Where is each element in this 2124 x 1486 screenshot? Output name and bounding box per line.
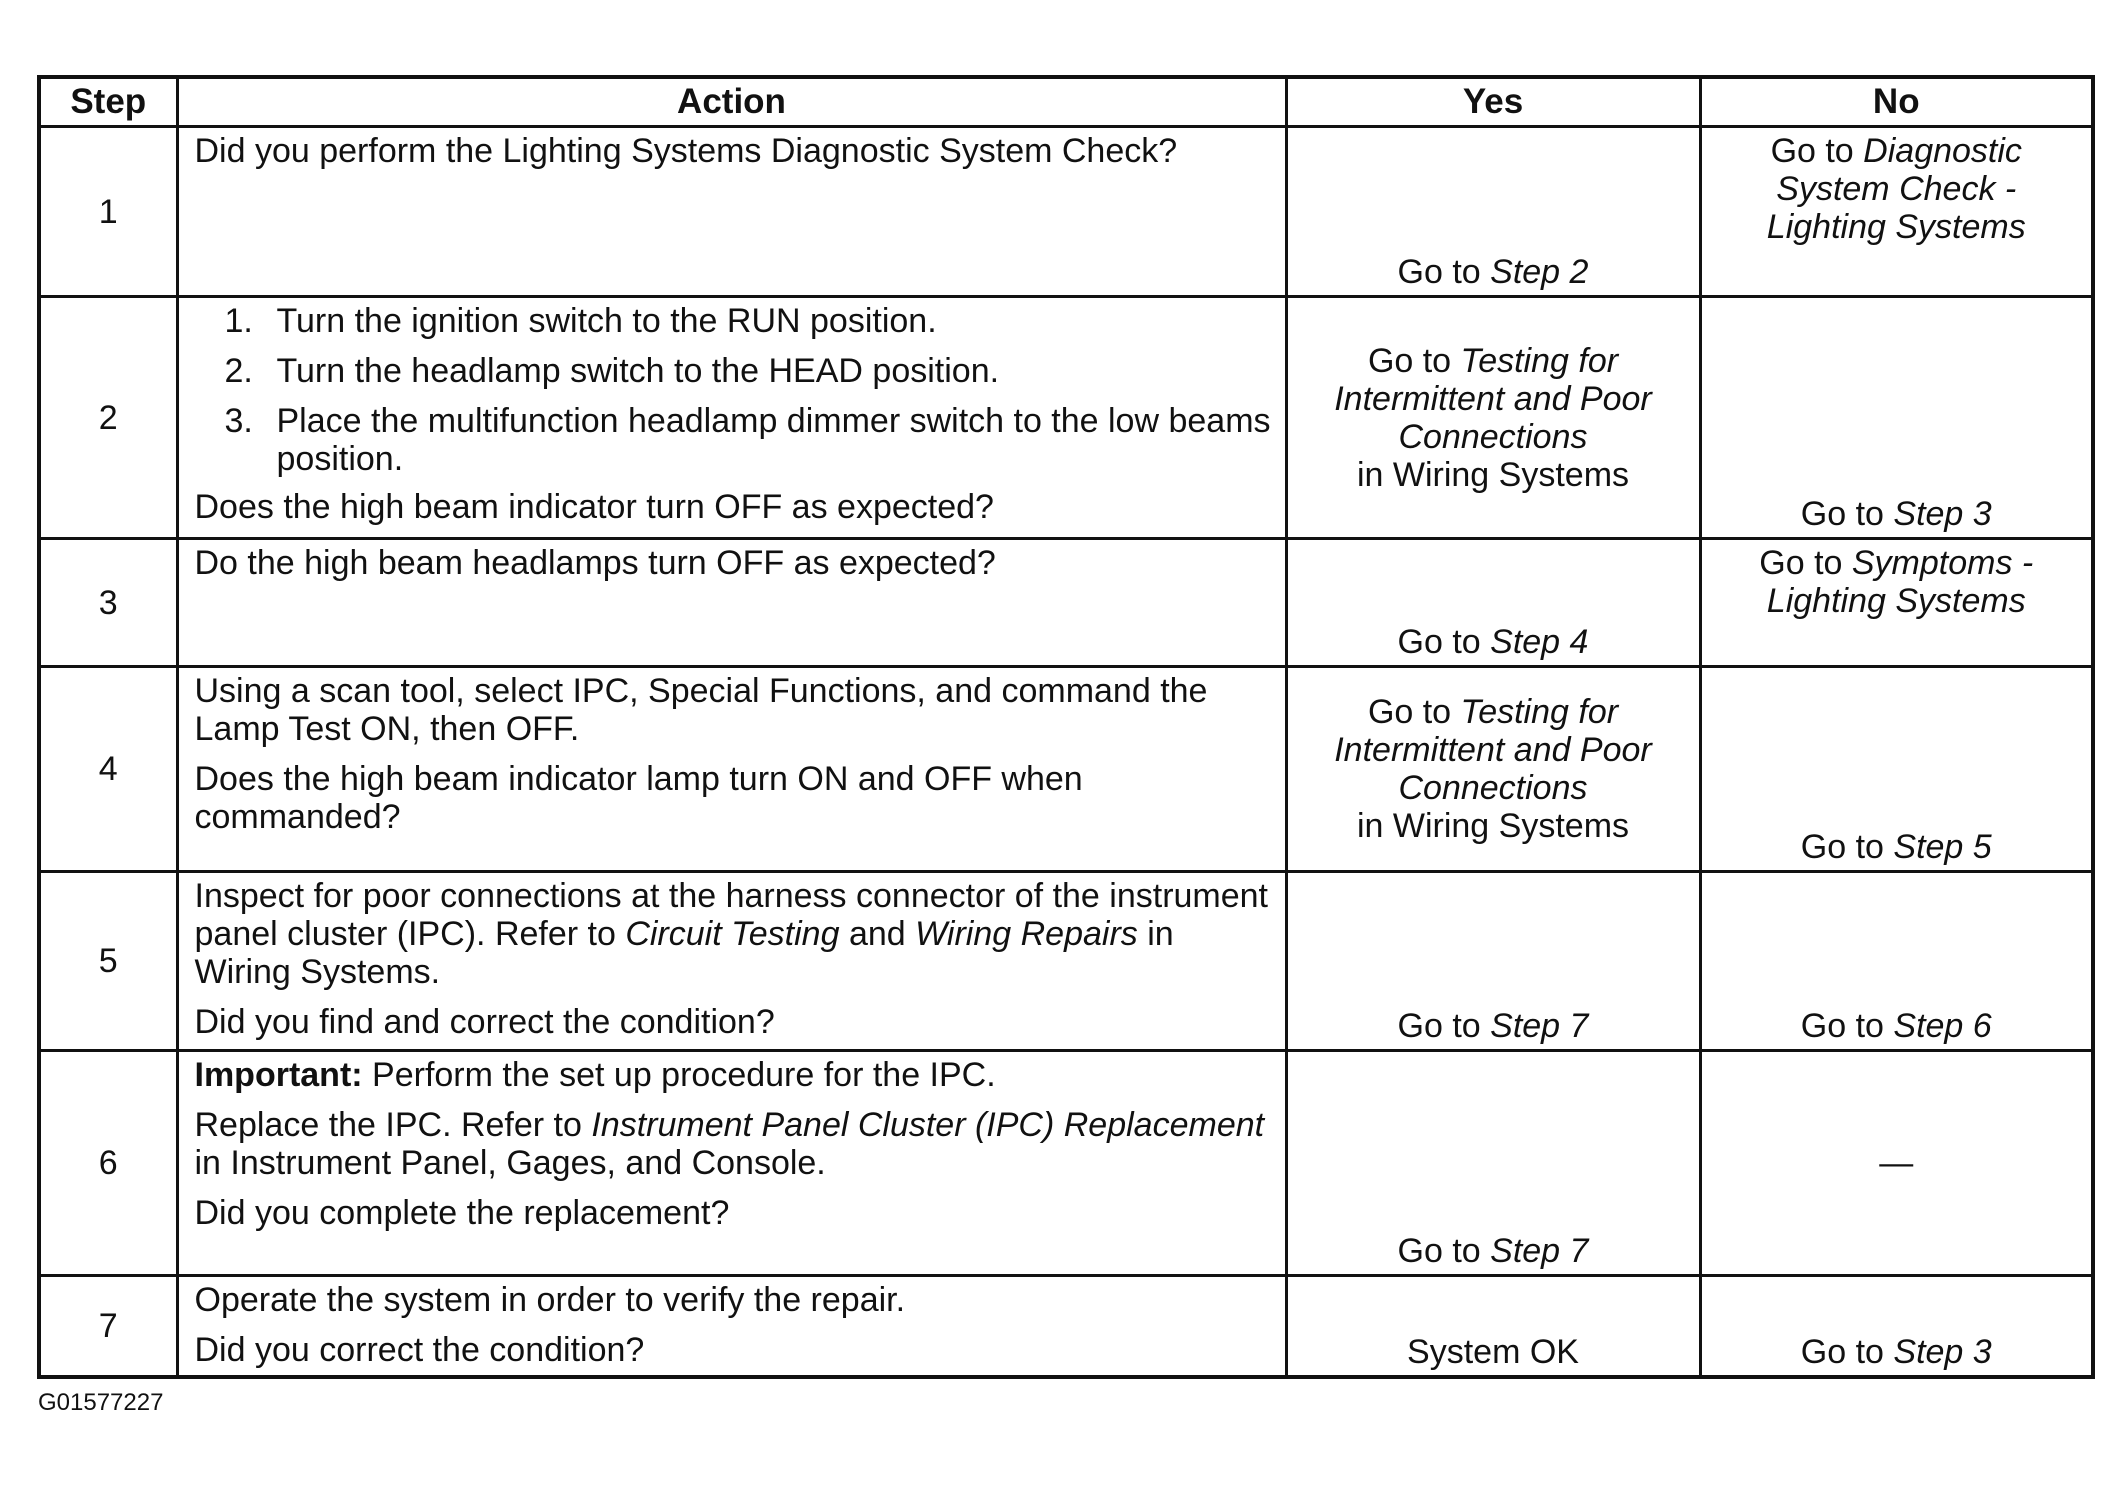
- table-row: [39, 872, 2093, 1051]
- yes-prefix: Go to: [1367, 341, 1461, 380]
- yes-suffix: in Wiring Systems: [1356, 455, 1630, 494]
- action-cell: [177, 539, 1286, 667]
- step-number: 2: [39, 297, 177, 539]
- yes-cell: [1286, 872, 1700, 1051]
- important-text: Perform the set up procedure for the IPC.: [362, 1056, 996, 1094]
- list-item: [195, 352, 1273, 390]
- yes-cell: [1286, 297, 1700, 539]
- no-cell: [1700, 1051, 2093, 1276]
- no-prefix: Go to: [1800, 828, 1894, 866]
- step-number: 5: [39, 872, 177, 1051]
- yes-link[interactable]: Step 4: [1490, 623, 1589, 661]
- action-instruction: Operate the system in order to verify the repair.: [194, 1281, 906, 1319]
- instruction-text: in Wiring Systems.: [194, 915, 1174, 991]
- yes-column-header: Yes: [1286, 77, 1700, 127]
- no-cell: [1700, 1276, 2093, 1378]
- yes-prefix: Go to: [1397, 253, 1491, 291]
- list-number: 2.: [224, 352, 253, 390]
- action-question: Did you complete the replacement?: [194, 1194, 730, 1232]
- list-text: Place the multifunction headlamp dimmer switch to the low beams position.: [276, 402, 1271, 478]
- no-prefix: Go to: [1800, 1007, 1894, 1045]
- no-prefix: Go to: [1800, 1333, 1894, 1371]
- diagnostic-table: [37, 75, 2095, 1379]
- action-cell: [177, 667, 1286, 872]
- table-row: [39, 667, 2093, 872]
- yes-cell: [1286, 667, 1700, 872]
- table-row: [39, 127, 2093, 297]
- yes-cell: [1286, 1276, 1700, 1378]
- table-row: [39, 1276, 2093, 1378]
- yes-text: System OK: [1407, 1333, 1579, 1371]
- action-question: Does the high beam indicator lamp turn ON and OFF when commanded?: [194, 760, 1083, 836]
- list-text: Turn the ignition switch to the RUN position.: [276, 302, 937, 340]
- yes-link[interactable]: Testing for Intermittent and Poor Connections: [1334, 693, 1652, 807]
- no-cell: [1700, 872, 2093, 1051]
- no-column-header: No: [1700, 77, 2093, 127]
- action-question: Does the high beam indicator turn OFF as expected?: [194, 488, 994, 526]
- no-cell: [1700, 667, 2093, 872]
- no-link[interactable]: Step 3: [1893, 495, 1992, 533]
- instruction-text: and: [839, 915, 916, 953]
- important-label: Important:: [194, 1056, 363, 1094]
- no-link[interactable]: Step 5: [1893, 828, 1992, 866]
- action-question: Did you perform the Lighting Systems Diagnostic System Check?: [194, 132, 1178, 170]
- reference-link[interactable]: Circuit Testing: [625, 915, 840, 953]
- action-column-header: Action: [177, 77, 1286, 127]
- reference-link[interactable]: Instrument Panel Cluster (IPC) Replacement: [591, 1106, 1265, 1144]
- step-number: 1: [39, 127, 177, 297]
- yes-suffix: in Wiring Systems: [1356, 807, 1630, 845]
- reference-link[interactable]: Wiring Repairs: [915, 915, 1138, 953]
- important-note: [195, 1056, 1273, 1094]
- yes-prefix: Go to: [1367, 693, 1461, 731]
- no-dash: —: [1879, 1144, 1914, 1182]
- header-row: [39, 77, 2093, 127]
- no-prefix: Go to: [1800, 495, 1894, 533]
- yes-link[interactable]: Testing for Intermittent and Poor Connections: [1334, 341, 1652, 456]
- yes-cell: [1286, 127, 1700, 297]
- step-number: 7: [39, 1276, 177, 1378]
- yes-prefix: Go to: [1397, 1007, 1491, 1045]
- yes-prefix: Go to: [1397, 623, 1491, 661]
- no-cell: [1700, 127, 2093, 297]
- yes-cell: [1286, 539, 1700, 667]
- list-item: [195, 402, 1273, 478]
- action-instruction: [195, 1106, 1273, 1182]
- action-cell: [177, 127, 1286, 297]
- table-row: [39, 539, 2093, 667]
- list-number: 3.: [224, 402, 253, 440]
- no-link[interactable]: Step 6: [1893, 1007, 1992, 1045]
- list-number: 1.: [224, 302, 253, 340]
- step-number: 4: [39, 667, 177, 872]
- no-link[interactable]: Diagnostic System Check - Lighting Systems: [1766, 132, 2026, 246]
- action-instruction: Using a scan tool, select IPC, Special Functions, and command the Lamp Test ON, then OFF.: [194, 672, 1208, 748]
- yes-link[interactable]: Step 2: [1490, 253, 1589, 291]
- table-row: [39, 1051, 2093, 1276]
- yes-cell: [1286, 1051, 1700, 1276]
- yes-link[interactable]: Step 7: [1490, 1007, 1589, 1045]
- instruction-text: Replace the IPC. Refer to: [194, 1106, 592, 1144]
- no-link[interactable]: Symptoms - Lighting Systems: [1766, 544, 2034, 620]
- no-prefix: Go to: [1770, 132, 1864, 170]
- step-number: 6: [39, 1051, 177, 1276]
- figure-id: G01577227: [38, 1389, 164, 1416]
- instruction-text: Inspect for poor connections at the harness connector of the instrument panel cluster (IPC). Refer to: [194, 877, 1269, 953]
- table-row: [39, 297, 2093, 539]
- list-text: Turn the headlamp switch to the HEAD position.: [276, 352, 1000, 390]
- procedure-list: [195, 302, 1273, 478]
- instruction-text: in Instrument Panel, Gages, and Console.: [194, 1144, 826, 1182]
- no-prefix: Go to: [1759, 544, 1852, 582]
- action-question: Do the high beam headlamps turn OFF as expected?: [194, 544, 996, 582]
- action-instruction: [195, 877, 1273, 991]
- action-cell: [177, 297, 1286, 539]
- list-item: [195, 302, 1273, 340]
- step-number: 3: [39, 539, 177, 667]
- no-cell: [1700, 297, 2093, 539]
- no-link[interactable]: Step 3: [1893, 1333, 1992, 1371]
- no-cell: [1700, 539, 2093, 667]
- action-cell: [177, 872, 1286, 1051]
- action-question: Did you correct the condition?: [194, 1331, 645, 1369]
- action-cell: [177, 1276, 1286, 1378]
- step-column-header: Step: [39, 77, 177, 127]
- yes-prefix: Go to: [1397, 1232, 1491, 1270]
- yes-link[interactable]: Step 7: [1490, 1232, 1589, 1270]
- action-cell: [177, 1051, 1286, 1276]
- action-question: Did you find and correct the condition?: [194, 1003, 775, 1041]
